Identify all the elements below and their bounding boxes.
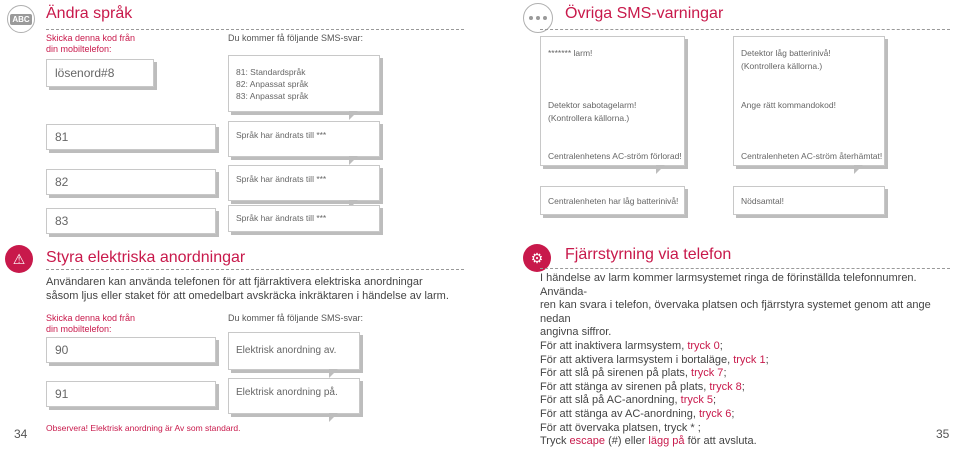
key-code: tryck 7 (691, 367, 724, 380)
code-82: 82 (55, 175, 69, 189)
section-title: Fjärrstyrning via telefon (565, 246, 732, 263)
send-label (46, 313, 135, 335)
password-code-box (46, 59, 154, 87)
reply-bubble-83 (228, 205, 380, 232)
alert-bubble (733, 186, 885, 215)
code-box-90 (46, 337, 216, 363)
send-label (46, 33, 135, 55)
code-90: 90 (55, 343, 69, 357)
line-end: ; (719, 339, 723, 352)
code-box-83 (46, 208, 216, 234)
page-number: 35 (936, 427, 950, 441)
key-code: tryck 0 (687, 339, 720, 352)
instruction-text: För att slå på AC-anordning, (540, 394, 681, 407)
line-end: ; (741, 380, 745, 393)
alert-text: Detektor låg batterinivå! (741, 48, 831, 58)
alert-bubble (540, 36, 685, 166)
body-line: såsom ljus eller staket för att omedelbart avskräcka inkräktaren i händelse av larm. (46, 290, 449, 302)
body-line: Användaren kan använda telefonen för att fjärraktivera elektriska anordningar (46, 276, 423, 288)
instruction-text: För att övervaka platsen, tryck * ; (540, 421, 701, 434)
escape-key: escape (569, 435, 606, 448)
divider (540, 29, 950, 30)
alert-text: Detektor sabotagelarm! (548, 100, 637, 110)
section-title: Styra elektriska anordningar (46, 249, 246, 266)
instruction-text: För att inaktivera larmsystem, (540, 339, 688, 352)
instruction-text: För att stänga av AC-anordning, (540, 407, 699, 420)
line-end: ; (765, 353, 769, 366)
divider (540, 268, 950, 269)
code-box-91 (46, 381, 216, 407)
code-box-82 (46, 169, 216, 195)
instruction-line (540, 381, 955, 395)
intro-line: ren kan svara i telefon, övervaka platsen och fjärrstyra systemet genom att ange nedan (540, 299, 931, 325)
line-end: ; (713, 394, 717, 407)
alert-text: (Kontrollera källorna.) (548, 113, 630, 123)
gear-icon: ⚙ (523, 244, 551, 272)
intro-line: I händelse av larm kommer larmsystemet ringa de förinställda telefonnumren. Använda- (540, 272, 917, 298)
note: Observera! Elektrisk anordning är Av som standard. (46, 423, 241, 433)
reply-text: Elektrisk anordning på. (236, 387, 338, 398)
instruction-line (540, 340, 955, 354)
alert-text: ******* larm! (548, 48, 593, 58)
send-label-line1: Skicka denna kod från (46, 313, 136, 323)
reply-bubble-81 (228, 121, 380, 157)
alert-text: Nödsamtal! (741, 196, 784, 206)
alert-text: Centralenheten har låg batterinivå! (548, 196, 679, 206)
instruction-line (540, 422, 955, 436)
reply-line: 81: Standardspråk (236, 67, 306, 77)
instruction-line (540, 408, 955, 422)
send-label-line2: din mobiltelefon: (46, 44, 112, 54)
send-label-line1: Skicka denna kod från (46, 33, 136, 43)
code-83: 83 (55, 214, 69, 228)
line-end: ; (731, 407, 735, 420)
send-label-line2: din mobiltelefon: (46, 324, 112, 334)
exit-line (540, 435, 955, 449)
alert-text: (Kontrollera källorna.) (741, 61, 823, 71)
receive-label: Du kommer få följande SMS-svar: (228, 313, 364, 323)
language-reply-bubble (228, 55, 380, 112)
instruction-line (540, 394, 955, 408)
divider (46, 269, 464, 270)
instruction-text: För att slå på sirenen på plats, (540, 367, 692, 380)
intro-line: angivna siffror. (540, 326, 612, 339)
line-end: ; (723, 367, 727, 380)
key-code: tryck 6 (698, 407, 732, 420)
key-code: tryck 8 (709, 380, 742, 393)
key-code: tryck 5 (680, 394, 714, 407)
alert-text: Centralenheten AC-ström återhämtat! (741, 151, 883, 161)
page-title: Övriga SMS-varningar (565, 5, 724, 22)
page-title: Ändra språk (46, 5, 133, 22)
reply-text: Språk har ändrats till *** (236, 130, 327, 140)
abc-icon: ABC (7, 5, 35, 33)
code-box-81 (46, 124, 216, 150)
reply-line: 82: Anpassat språk (236, 79, 309, 89)
section-body (46, 275, 449, 303)
divider (46, 29, 464, 30)
remote-control-text (540, 272, 955, 449)
exit-text: Tryck (540, 435, 570, 448)
alert-text: Ange rätt kommandokod! (741, 100, 836, 110)
alert-bubble (540, 186, 685, 215)
alert-bubble (733, 36, 885, 166)
reply-text: Språk har ändrats till *** (236, 174, 327, 184)
reply-line: 83: Anpassat språk (236, 91, 309, 101)
instruction-line (540, 354, 955, 368)
electric-device-icon: ⚠ (5, 245, 33, 273)
reply-bubble-91 (228, 378, 360, 414)
instruction-text: För att stänga av sirenen på plats, (540, 380, 710, 393)
receive-label: Du kommer få följande SMS-svar: (228, 33, 364, 43)
reply-text: Språk har ändrats till *** (236, 213, 327, 223)
instruction-text: För att aktivera larmsystem i bortaläge, (540, 353, 734, 366)
hangup-key: lägg på (648, 435, 685, 448)
reply-text: Elektrisk anordning av. (236, 345, 337, 356)
alert-text: Centralenhetens AC-ström förlorad! (548, 151, 682, 161)
reply-bubble-82 (228, 165, 380, 201)
exit-text: (#) eller (605, 435, 649, 448)
key-code: tryck 1 (733, 353, 766, 366)
exit-text: för att avsluta. (684, 435, 757, 448)
page-number: 34 (14, 427, 28, 441)
instruction-line (540, 367, 955, 381)
password-code: lösenord#8 (55, 66, 115, 80)
code-81: 81 (55, 130, 69, 144)
reply-bubble-90 (228, 332, 360, 370)
code-91: 91 (55, 387, 69, 401)
